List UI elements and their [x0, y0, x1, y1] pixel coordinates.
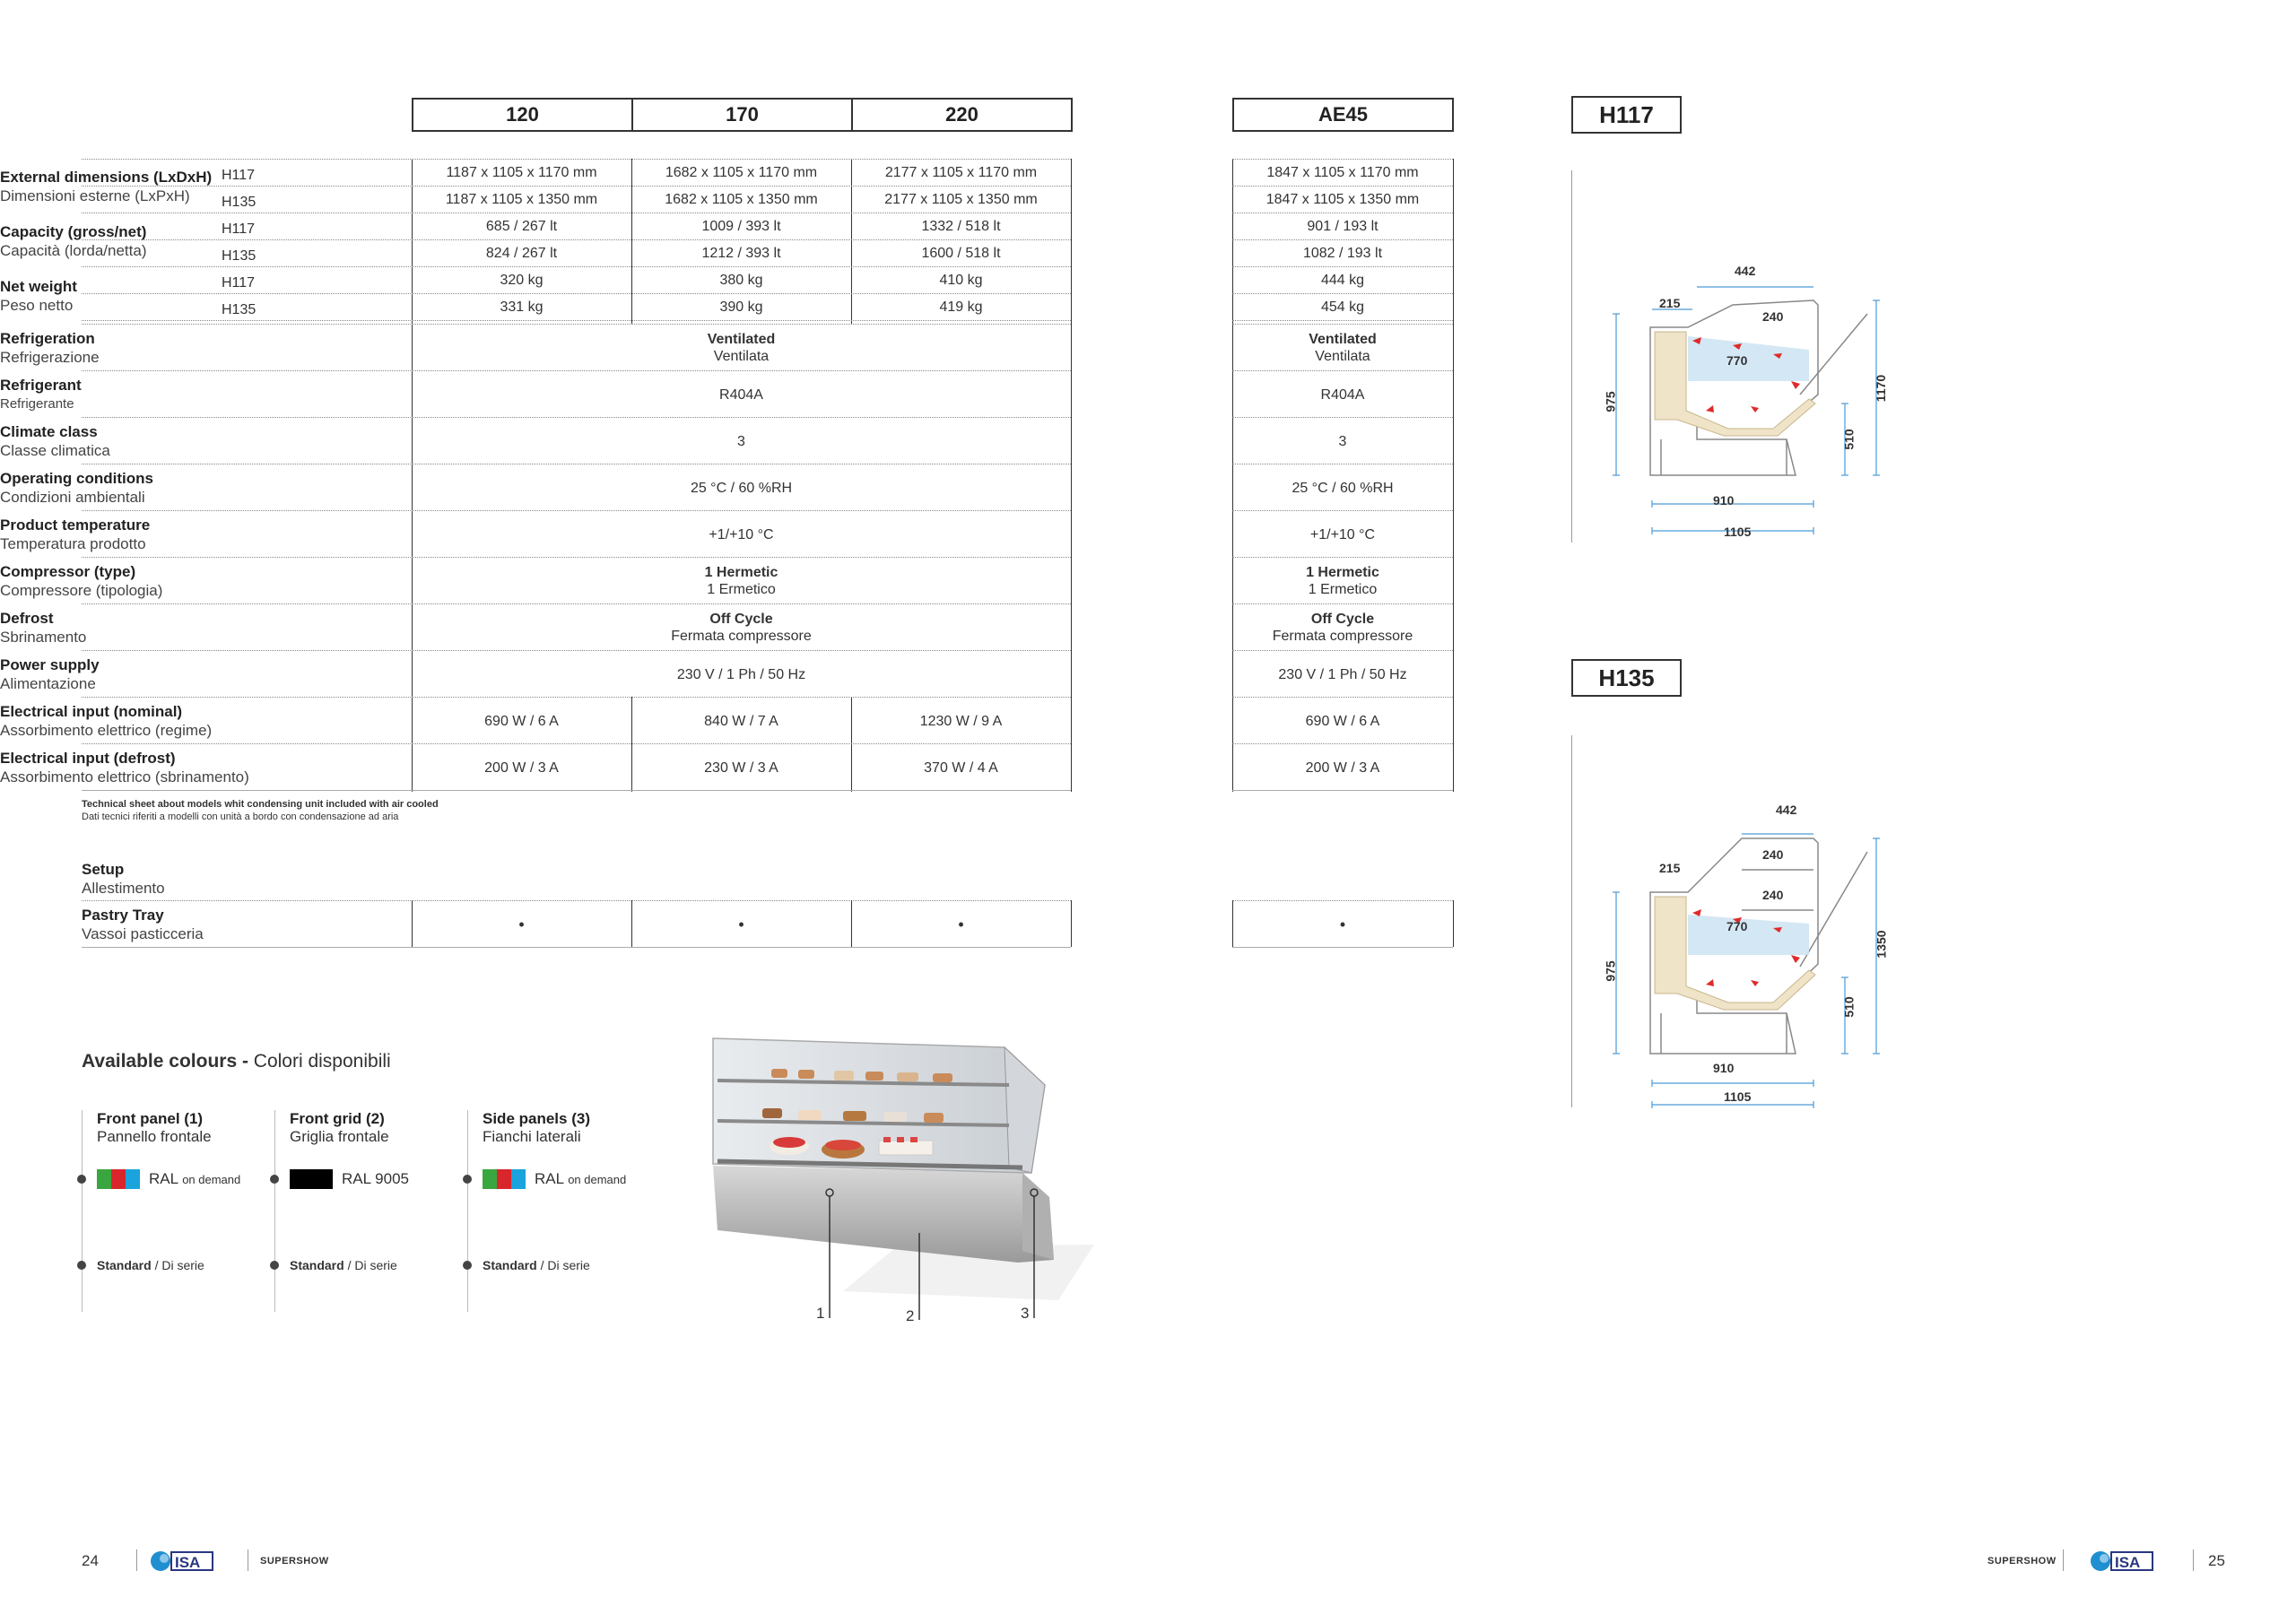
- standard-label: Standard / Di serie: [483, 1258, 590, 1272]
- dim-label: 1170: [1874, 374, 1889, 403]
- cell-cap-220: 1332 / 518 lt: [921, 218, 1001, 234]
- row-separator: [1232, 557, 1453, 558]
- row-separator: [82, 697, 1071, 698]
- dim-label: 442: [1735, 264, 1756, 278]
- brand-right: SUPERSHOW: [1987, 1556, 2057, 1567]
- dim-label: 1350: [1874, 930, 1889, 959]
- swatch-blue: [511, 1169, 526, 1189]
- tray-mark-220: •: [958, 915, 964, 933]
- drawing-h117: [1571, 170, 1930, 547]
- cell-nw-120: 320 kg: [500, 272, 544, 288]
- row-label-electrical-input-nominal: Electrical input (nominal) Assorbimento elettrico (regime): [0, 703, 213, 739]
- dim-label: 1105: [1724, 525, 1752, 539]
- row-label-net-weight: Net weight Peso netto: [0, 278, 77, 314]
- cell-ext-220: 2177 x 1105 x 1170 mm: [884, 164, 1038, 180]
- row-separator: [82, 650, 1071, 651]
- cell-nw-170: 380 kg: [719, 272, 763, 288]
- dim-label: 910: [1713, 493, 1735, 508]
- dim-label: 442: [1776, 803, 1797, 817]
- cell-ext-ae45: 1847 x 1105 x 1350 mm: [1265, 191, 1420, 207]
- row-separator: [1232, 324, 1453, 325]
- col-line: [1071, 159, 1072, 792]
- row-label-refrigeration: Refrigeration Refrigerazione: [0, 330, 100, 366]
- row-separator: [1232, 370, 1453, 371]
- cell-nw-ae45: 454 kg: [1320, 299, 1365, 315]
- svg-text:ISA: ISA: [2115, 1554, 2141, 1571]
- cell-defrost-input-170: 230 W / 3 A: [704, 759, 778, 776]
- row-separator: [1232, 650, 1453, 651]
- cell-nw-170: 390 kg: [719, 299, 763, 315]
- footer-divider: [136, 1549, 137, 1571]
- colour-group-side-panels: Side panels (3) Fianchi laterali RAL on demand Standard / Di serie: [467, 1110, 656, 1312]
- page-number-left: 24: [82, 1552, 99, 1569]
- variant-label: H117: [222, 221, 256, 237]
- swatch-red: [111, 1169, 126, 1189]
- bullet-icon: [463, 1261, 472, 1270]
- variant-label: H135: [222, 195, 257, 210]
- cell-cap-ae45: 901 / 193 lt: [1307, 218, 1378, 234]
- dim-label: 510: [1841, 429, 1857, 450]
- callout-1: 1: [816, 1305, 825, 1322]
- model-box-h135: H135: [1571, 659, 1682, 697]
- dim-label: 975: [1603, 960, 1618, 982]
- row-separator: [1232, 603, 1453, 604]
- cell-ext-ae45: 1847 x 1105 x 1170 mm: [1266, 164, 1419, 180]
- variant-label: H135: [222, 302, 257, 317]
- drawing-h135: [1571, 735, 1930, 1112]
- colour-swatch: [483, 1169, 526, 1189]
- cell-climate-class: 3: [737, 433, 745, 449]
- setup-heading: Setup Allestimento: [82, 861, 165, 897]
- dim-label: 1105: [1724, 1089, 1752, 1104]
- swatch-blue: [126, 1169, 140, 1189]
- cell-compressor: 1 Hermetic 1 Ermetico: [704, 565, 778, 597]
- dim-label: 910: [1713, 1061, 1735, 1075]
- row-separator: [82, 370, 1071, 371]
- row-label-product-temperature: Product temperature Temperatura prodotto: [0, 516, 151, 552]
- variant-label: H135: [222, 248, 257, 264]
- cell-operating-conditions-ae45: 25 °C / 60 %RH: [1292, 480, 1394, 496]
- cell-nw-ae45: 444 kg: [1320, 272, 1365, 288]
- cell-ext-220: 2177 x 1105 x 1350 mm: [884, 191, 1038, 207]
- row-label-power-supply: Power supply Alimentazione: [0, 656, 100, 692]
- cell-electrical-input-170: 840 W / 7 A: [704, 713, 778, 729]
- svg-text:ISA: ISA: [175, 1554, 201, 1571]
- dim-label: 510: [1841, 996, 1857, 1018]
- cell-defrost-input-ae45: 200 W / 3 A: [1305, 759, 1380, 776]
- row-separator: [82, 900, 1071, 901]
- cell-electrical-input-ae45: 690 W / 6 A: [1305, 713, 1380, 729]
- standard-label: Standard / Di serie: [290, 1258, 397, 1272]
- tray-mark-ae45: •: [1339, 915, 1346, 933]
- dim-label: 770: [1726, 919, 1748, 933]
- tray-mark-120: •: [518, 915, 525, 933]
- tray-mark-170: •: [738, 915, 744, 933]
- cell-product-temperature-ae45: +1/+10 °C: [1309, 526, 1376, 542]
- cell-nw-220: 410 kg: [939, 272, 983, 288]
- bullet-icon: [77, 1175, 86, 1184]
- isa-logo-icon: [2090, 1549, 2154, 1573]
- standard-label: Standard / Di serie: [97, 1258, 204, 1272]
- cell-cap-220: 1600 / 518 lt: [921, 245, 1001, 261]
- row-separator: [82, 510, 1071, 511]
- row-label-operating-conditions: Operating conditions Condizioni ambientali: [0, 470, 153, 506]
- colour-swatch: [290, 1169, 333, 1189]
- cell-power-supply: 230 V / 1 Ph / 50 Hz: [676, 666, 806, 682]
- swatch-red: [497, 1169, 511, 1189]
- ral-label: RAL on demand: [149, 1170, 241, 1187]
- cell-defrost-ae45: Off Cycle Fermata compressore: [1272, 612, 1413, 644]
- cell-ext-170: 1682 x 1105 x 1350 mm: [665, 191, 818, 207]
- cell-operating-conditions: 25 °C / 60 %RH: [690, 480, 793, 496]
- cell-power-supply-ae45: 230 V / 1 Ph / 50 Hz: [1278, 666, 1407, 682]
- row-separator: [1232, 790, 1453, 791]
- colour-group-front-grid: Front grid (2) Griglia frontale RAL 9005 Standard / Di serie: [274, 1110, 463, 1312]
- cell-defrost-input-120: 200 W / 3 A: [484, 759, 559, 776]
- bullet-icon: [270, 1261, 279, 1270]
- colour-swatch: [97, 1169, 140, 1189]
- footer-divider: [2063, 1549, 2064, 1571]
- row-label-capacity: Capacity (gross/net) Capacità (lorda/netta): [0, 223, 147, 259]
- ral-label: RAL on demand: [535, 1170, 627, 1187]
- bullet-icon: [463, 1175, 472, 1184]
- col-line: [1071, 900, 1072, 947]
- row-separator: [82, 417, 1071, 418]
- dim-label: 240: [1762, 847, 1784, 862]
- swatch-green: [483, 1169, 497, 1189]
- row-label-refrigerant: Refrigerant Refrigerante: [0, 377, 82, 412]
- model-header-120: 120: [412, 98, 633, 132]
- isa-logo-icon: [150, 1549, 214, 1573]
- cell-defrost: Off Cycle Fermata compressore: [671, 612, 812, 644]
- colours-title: Available colours - Colori disponibili: [82, 1051, 391, 1072]
- row-label-pastry-tray: Pastry Tray Vassoi pasticceria: [82, 907, 204, 942]
- callout-3: 3: [1021, 1305, 1030, 1322]
- col-line: [1453, 159, 1454, 792]
- dim-label: 770: [1726, 353, 1748, 368]
- dim-label: 240: [1762, 888, 1784, 902]
- swatch-black: [290, 1169, 333, 1189]
- variant-label: H117: [222, 168, 256, 183]
- row-separator: [1232, 743, 1453, 744]
- bullet-icon: [270, 1175, 279, 1184]
- cell-nw-220: 419 kg: [939, 299, 983, 315]
- model-header-220: 220: [851, 98, 1073, 132]
- callout-2: 2: [906, 1307, 915, 1324]
- dim-label: 975: [1603, 391, 1618, 412]
- cell-cap-ae45: 1082 / 193 lt: [1302, 245, 1383, 261]
- cell-cap-170: 1009 / 393 lt: [701, 218, 781, 234]
- cell-ext-120: 1187 x 1105 x 1170 mm: [446, 164, 597, 180]
- cell-climate-class-ae45: 3: [1338, 433, 1347, 449]
- row-label-ext-dimensions: External dimensions (LxDxH) Dimensioni esterne (LxPxH): [0, 169, 213, 204]
- cell-ext-170: 1682 x 1105 x 1170 mm: [665, 164, 818, 180]
- cell-cap-120: 685 / 267 lt: [485, 218, 558, 234]
- model-box-h117: H117: [1571, 96, 1682, 134]
- cell-electrical-input-220: 1230 W / 9 A: [919, 713, 1003, 729]
- swatch-green: [97, 1169, 111, 1189]
- dim-label: 215: [1659, 861, 1681, 875]
- row-separator: [82, 790, 1071, 791]
- row-label-electrical-input-defrost: Electrical input (defrost) Assorbimento elettrico (sbrinamento): [0, 750, 249, 785]
- cell-nw-120: 331 kg: [500, 299, 544, 315]
- row-label-defrost: Defrost Sbrinamento: [0, 610, 87, 646]
- dim-label: 215: [1659, 296, 1681, 310]
- bullet-icon: [77, 1261, 86, 1270]
- display-case-image: [700, 1031, 1103, 1336]
- variant-label: H117: [222, 275, 256, 291]
- row-separator: [1232, 510, 1453, 511]
- row-separator: [82, 743, 1071, 744]
- cell-ext-120: 1187 x 1105 x 1350 mm: [445, 191, 598, 207]
- row-separator: [82, 324, 1071, 325]
- row-separator: [82, 603, 1071, 604]
- row-label-climate-class: Climate class Classe climatica: [0, 423, 110, 459]
- colour-group-front-panel: Front panel (1) Pannello frontale RAL on demand Standard / Di serie: [82, 1110, 270, 1312]
- ral-label: RAL 9005: [342, 1170, 409, 1187]
- cell-refrigerant-ae45: R404A: [1320, 386, 1365, 403]
- row-separator: [1232, 900, 1453, 901]
- cell-cap-170: 1212 / 393 lt: [701, 245, 781, 261]
- row-separator: [1232, 947, 1453, 948]
- cell-refrigeration: Ventilated Ventilata: [707, 332, 776, 364]
- cell-compressor-ae45: 1 Hermetic 1 Ermetico: [1306, 565, 1379, 597]
- technical-note: Technical sheet about models whit condensing unit included with air cooled Dati tecnici riferiti a modelli con unità a bordo con condensazione ad aria: [82, 799, 439, 822]
- brand-left: SUPERSHOW: [260, 1556, 329, 1567]
- row-separator: [1232, 417, 1453, 418]
- cell-electrical-input-120: 690 W / 6 A: [484, 713, 559, 729]
- cell-cap-120: 824 / 267 lt: [485, 245, 558, 261]
- col-line: [1453, 900, 1454, 947]
- cell-product-temperature: +1/+10 °C: [709, 526, 774, 542]
- row-separator: [82, 947, 1071, 948]
- row-separator: [1232, 697, 1453, 698]
- dim-label: 240: [1762, 309, 1784, 324]
- row-separator: [1232, 320, 1453, 321]
- model-header-170: 170: [631, 98, 853, 132]
- footer-divider: [2193, 1549, 2194, 1571]
- cell-refrigerant: R404A: [719, 386, 763, 403]
- cell-refrigeration-ae45: Ventilated Ventilata: [1309, 332, 1377, 364]
- page-number-right: 25: [2208, 1552, 2225, 1569]
- cell-defrost-input-220: 370 W / 4 A: [924, 759, 998, 776]
- model-header-ae45: AE45: [1232, 98, 1454, 132]
- row-label-compressor: Compressor (type) Compressore (tipologia): [0, 563, 163, 599]
- row-separator: [82, 557, 1071, 558]
